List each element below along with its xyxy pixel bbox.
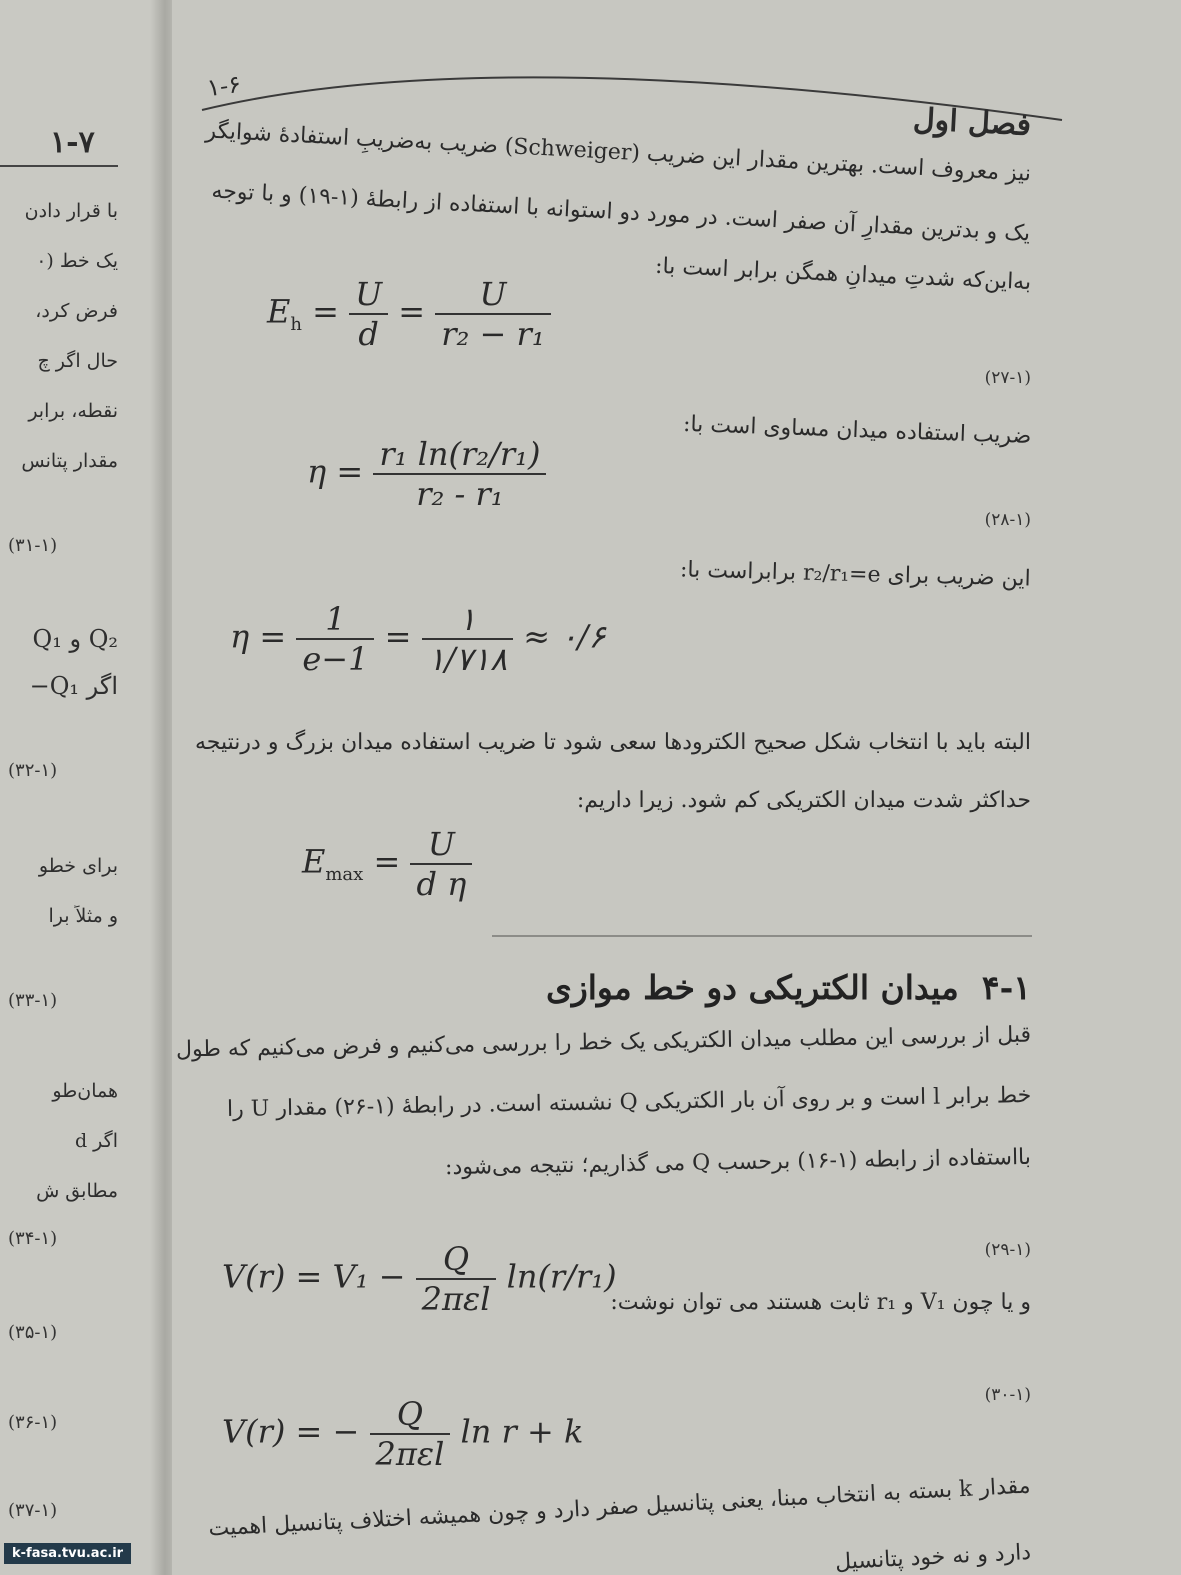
left-header-rule <box>0 165 118 167</box>
equation-number: (۳۱-۱) <box>8 535 58 556</box>
left-page <box>0 0 165 1575</box>
eq-den: r₂ - r₁ <box>416 475 504 513</box>
eq-num: U <box>410 825 472 865</box>
equation-number: (۳۵-۱) <box>8 1322 58 1343</box>
body-line: قبل از بررسی این مطلب میدان الکتریکی یک خط را بررسی می‌کنیم و فرض می‌کنیم که طول <box>175 1022 1032 1063</box>
left-line: اگر d <box>74 1130 118 1152</box>
left-line: با قرار دادن <box>24 200 118 222</box>
eq-approx: ≈ ۰/۶ <box>523 617 606 656</box>
body-line: دارد و نه خود پتانسیل <box>834 1539 1032 1575</box>
eq-den: d <box>358 315 379 353</box>
section-rule <box>492 935 1032 937</box>
eq-lhs: η <box>307 452 327 491</box>
chapter-title: فصل اول <box>912 101 1032 144</box>
eq-num: 1 <box>296 600 374 640</box>
left-line: مطابق ش <box>36 1180 118 1202</box>
body-line: نیز معروف است. بهترین مقدار این ضریب (Schweiger) ضریب به‌ضریبِ استفادهٔ شوایگر <box>204 118 1032 187</box>
body-line: و یا چون V₁ و r₁ ثابت هستند می توان نوشت: <box>610 1290 1031 1315</box>
eq-den: e−1 <box>302 640 369 678</box>
left-line: یک خط (۰ <box>36 250 118 272</box>
left-line: و مثلاً برا <box>48 905 118 927</box>
left-line: نقطه، برابر <box>28 400 118 422</box>
eq-lhs: V(r) = V₁ − <box>222 1257 406 1296</box>
equation-number: (۲۹-۱) <box>984 1240 1031 1260</box>
site-logo: k-fasa.tvu.ac.ir <box>4 1543 131 1564</box>
eq-den: ۱/۷۱۸ <box>427 640 508 678</box>
eq-sub: h <box>290 313 302 335</box>
page-number: ۱-۶ <box>205 69 243 103</box>
left-line: برای خطو <box>38 855 118 877</box>
eq-num: U <box>349 275 388 315</box>
equation-number: (۳۰-۱) <box>984 1385 1031 1405</box>
body-line: این ضریب برای r₂/r₁=e برابراست با: <box>680 557 1032 592</box>
eq-lhs: V(r) = − <box>222 1412 360 1451</box>
eq-lhs: E <box>267 292 291 331</box>
eq-den: 2πεl <box>375 1435 445 1473</box>
section-heading <box>546 968 1031 1007</box>
equation-number: (۲۸-۱) <box>984 510 1031 530</box>
equation-number: (۳۷-۱) <box>8 1500 58 1521</box>
left-line: Q₂ و Q₁ <box>32 625 118 653</box>
equation-v-line <box>222 1240 617 1318</box>
left-line: همان‌طو <box>52 1080 118 1102</box>
eq-lhs: E <box>302 842 326 881</box>
equation-eta: η = $\frac{\text{r₁ ln(r₂/r₁)}}{\text{r₂ - r₁}}$ <box>307 435 546 513</box>
equation-number: (۳۶-۱) <box>8 1412 58 1433</box>
equation-number: (۲۷-۱) <box>984 368 1031 388</box>
eq-den: 2πεl <box>421 1280 491 1318</box>
equation-v-k <box>222 1395 583 1473</box>
equation-eh: $E_h$ = $\frac{U}{d}$ = $\frac{U}{\text{r₂ − r₁}}$ <box>267 275 551 353</box>
eq-num: ۱ <box>422 600 514 640</box>
eq-num: Q <box>416 1240 497 1280</box>
left-line: فرض کرد، <box>35 300 118 322</box>
body-line: یک و بدترین مقدارِ آن صفر است. در مورد دو استوانه با استفاده از رابطهٔ (۱-۱۹) و با توجه <box>211 178 1032 247</box>
body-line: حداکثر شدت میدان الکتریکی کم شود. زیرا داریم: <box>576 788 1031 813</box>
equation-eta-value: η = $\frac{1}{e-1}$ = $\frac{۱}{۱/۷۱۸}$ ≈ ۰/۶ <box>230 600 606 678</box>
body-line: ضریب استفاده میدان مساوی است با: <box>682 411 1032 450</box>
body-line: مقدار k بسته به انتخاب مبنا، یعنی پتانسیل صفر دارد و چون همیشه اختلاف پتانسیل اهمیت <box>207 1473 1032 1542</box>
eq-sub: max <box>325 863 364 885</box>
eq-den: r₂ − r₁ <box>441 315 545 353</box>
section-title: میدان الکتریکی دو خط موازی <box>546 968 959 1007</box>
equation-number: (۳۲-۱) <box>8 760 58 781</box>
right-page <box>172 0 1181 1575</box>
equation-emax: $E_{max}$ = $\frac{U}{\text{d η}}$ <box>302 825 472 903</box>
body-line: به‌این‌که شدتِ میدانِ همگن برابر است با: <box>654 253 1032 296</box>
section-number: ۴-۱ <box>981 968 1031 1007</box>
body-line: بااستفاده از رابطه (۱-۱۶) برحسب Q می گذاریم؛ نتیجه می‌شود: <box>444 1144 1032 1181</box>
body-line: خط برابر l است و بر روی آن بار الکتریکی Q نشسته است. در رابطهٔ (۱-۲۶) مقدار U را <box>226 1082 1032 1123</box>
left-line: حال اگر چ <box>37 350 118 372</box>
left-line: مقدار پتانس <box>21 450 118 472</box>
body-line: البته باید با انتخاب شکل صحیح الکترودها سعی شود تا ضریب استفاده میدان بزرگ و درنتیجه <box>195 730 1031 755</box>
eq-lhs: η <box>230 617 250 656</box>
eq-num: r₁ ln(r₂/r₁) <box>373 435 546 475</box>
eq-num: Q <box>370 1395 451 1435</box>
equation-number: (۳۴-۱) <box>8 1228 58 1249</box>
eq-den: d η <box>416 865 467 903</box>
eq-rhs: ln(r/r₁) <box>506 1257 617 1296</box>
left-line: اگر Q₁− <box>29 672 118 700</box>
eq-num: U <box>435 275 550 315</box>
equation-number: (۳۳-۱) <box>8 990 58 1011</box>
left-page-header: ۱-۷ <box>50 125 95 160</box>
eq-rhs: ln r + k <box>460 1412 584 1451</box>
